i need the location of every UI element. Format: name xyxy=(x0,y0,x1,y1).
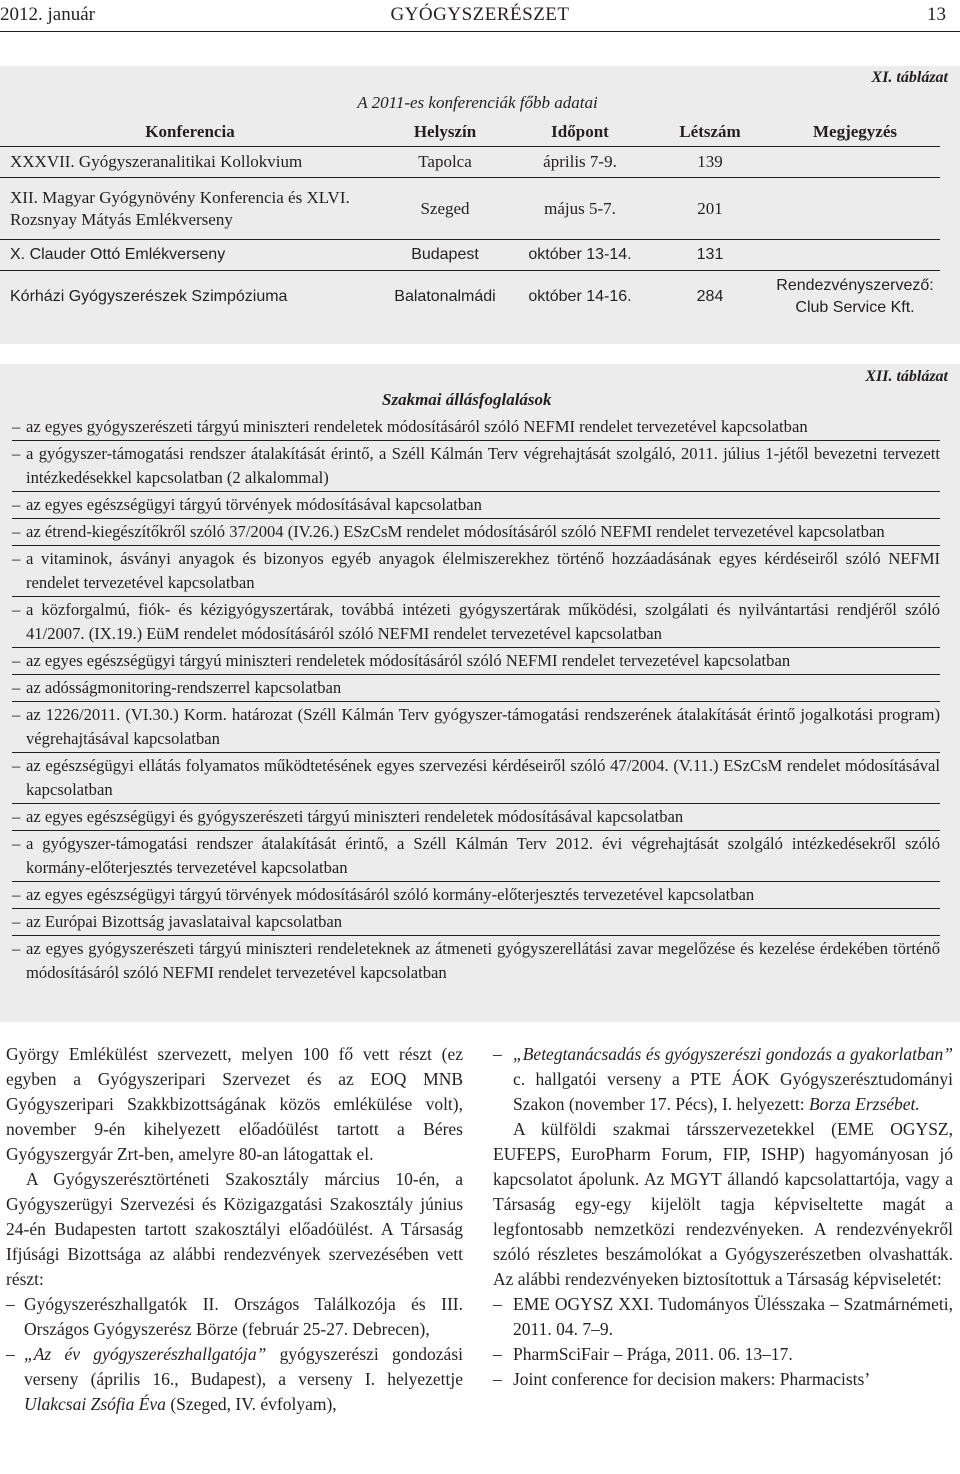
table-xi-tag: XI. táblázat xyxy=(871,69,948,86)
table-row xyxy=(0,147,940,178)
list-item: – EME OGYSZ XXI. Tudományos Ülésszaka – Szatmárnémeti, 2011. 04. 7–9. xyxy=(493,1294,953,1339)
cell-date: október 14-16. xyxy=(528,287,632,305)
body-column-right xyxy=(493,1042,953,1392)
cell-conference: XII. Magyar Gyógynövény Konferencia és XLVI. Rozsnyay Mátyás Emlékverseny xyxy=(10,187,350,229)
cell-conference: Kórházi Gyógyszerészek Szimpóziuma xyxy=(10,287,288,305)
paragraph: György Emlékülést szervezett, melyen 100 fő vett részt (ez egyben a Gyógyszeripari Szervezet és az EOQ MNB Gyógyszeripari Szakkbizottságának közös emlékülése volt), november 9-én kihelyezett előadóülést tartott a Béres Gyógyszergyár Zrt-ben, amelyre 80-an látogattak el. xyxy=(6,1044,463,1164)
conference-table xyxy=(0,118,940,323)
table-row xyxy=(0,240,940,271)
paragraph: A külföldi szakmai társszervezetekkel (EME OGYSZ, EUFEPS, EuroPharm Forum, FIP, ISHP) hagyományosan jó kapcsolatot ápolunk. Az MGYT állandó kapcsolattartója, vagy a Társaság egy-egy kijelölt tagja képviseltette magát a legfontosabb nemzetközi rendezvényeken. A rendezvényekről szóló részletes beszámolókat a Gyógyszerészetben olvashatták. Az alábbi rendezvényeken biztosítottuk a Társaság képviseletét: xyxy=(493,1119,953,1289)
cell-note xyxy=(770,240,940,271)
cell-place: Budapest xyxy=(411,246,479,263)
cell-place: Tapolca xyxy=(418,152,472,171)
col-header-place: Helyszín xyxy=(413,122,477,141)
col-header-count: Létszám xyxy=(679,122,741,141)
list-item: – Joint conference for decision makers: Pharmacists’ xyxy=(493,1369,871,1389)
table-xi-caption: A 2011-es konferenciák főbb adatai xyxy=(357,93,598,112)
list-item: – a gyógyszer-támogatási rendszer átalakítását érintő, a Széll Kálmán Terv végrehajtását szolgáló, 2011. július 1-jétől bevezetni tervezett intézkedésekkel kapcsolatban (2 alkalommal) xyxy=(12,441,940,492)
winner-name: Ulakcsai Zsófia Éva xyxy=(24,1394,166,1414)
cell-date: május 5-7. xyxy=(544,198,616,218)
paragraph: A Gyógyszerésztörténeti Szakosztály március 10-én, a Gyógyszerügyi Szervezési és Közigazgatási Szakosztály június 24-én Budapesten tartott szakosztályi előadóülést. A Társaság Ifjúsági Bizottsága az alábbi rendezvények szervezésében vett részt: xyxy=(6,1169,463,1289)
cell-count: 284 xyxy=(696,287,724,305)
body-column-left xyxy=(6,1042,463,1417)
events-list xyxy=(6,1292,463,1417)
col-header-note: Megjegyzés xyxy=(812,122,897,141)
cell-conference: X. Clauder Ottó Emlékverseny xyxy=(10,246,226,263)
cell-note xyxy=(770,178,940,240)
issue-date: 2012. január xyxy=(0,4,95,25)
cell-conference: XXXVII. Gyógyszeranalitikai Kollokvium xyxy=(10,152,303,171)
list-item: – az egyes egészségügyi és gyógyszerészeti tárgyú miniszteri rendeletek módosításával kapcsolatban xyxy=(12,804,940,831)
page-header xyxy=(0,0,960,32)
events-list xyxy=(493,1042,953,1117)
list-item: – az egyes gyógyszerészeti tárgyú miniszteri rendeleteknek az átmeneti gyógyszerellátási zavar megelőzése és kezelése érdekében történő módosításáról szóló NEFMI rendelet tervezetével kapcsolatban xyxy=(12,939,940,982)
competition-title: „Az év gyógyszerészhallgatója” xyxy=(24,1344,267,1364)
list-item: – az adósságmonitoring-rendszerrel kapcsolatban xyxy=(12,675,940,702)
list-item: – a vitaminok, ásványi anyagok és bizonyos egyéb anyagok élelmiszerekhez történő hozzáadásának egyes kérdéseiről szóló NEFMI rendelet tervezetével kapcsolatban xyxy=(12,546,940,597)
list-item: – az egyes gyógyszerészeti tárgyú miniszteri rendeletek módosításáról szóló NEFMI rendelet tervezetével kapcsolatban xyxy=(12,414,940,441)
list-item: – az egyes egészségügyi tárgyú törvények módosításával kapcsolatban xyxy=(12,492,940,519)
table-xi-box xyxy=(0,66,960,344)
list-item: – a gyógyszer-támogatási rendszer átalakítását érintő, a Széll Kálmán Terv 2012. évi végrehajtását szolgáló intézkedésekről szóló kormány-előterjesztés tervezetével kapcsolatban xyxy=(12,831,940,882)
international-events-list xyxy=(493,1292,953,1392)
table-xii-caption: Szakmai állásfoglalások xyxy=(382,390,552,409)
list-item: – „Az év gyógyszerészhallgatója” gyógyszerészi gondozási verseny (április 16., Budapest), a verseny I. helyezettje Ulakcsai Zsófia Éva (Szeged, IV. évfolyam), xyxy=(6,1344,463,1414)
table-xii-tag: XII. táblázat xyxy=(865,368,948,385)
cell-note: Rendezvényszervező: Club Service Kft. xyxy=(776,276,934,316)
cell-date: április 7-9. xyxy=(543,152,617,171)
list-item: – az Európai Bizottság javaslataival kapcsolatban xyxy=(12,909,940,936)
list-item: – az étrend-kiegészítőkről szóló 37/2004 (IV.26.) ESzCsM rendelet módosításáról szóló NEFMI rendelet tervezetével kapcsolatban xyxy=(12,519,940,546)
list-item: – az egészségügyi ellátás folyamatos működtetésének egyes szervezési kérdéseiről szóló 47/2004. (V.11.) ESzCsM rendelet módosításával kapcsolatban xyxy=(12,753,940,804)
table-row xyxy=(0,178,940,240)
table-header-row xyxy=(0,118,940,147)
list-item: – Gyógyszerészhallgatók II. Országos Találkozója és III. Országos Gyógyszerész Börze (február 25-27. Debrecen), xyxy=(6,1294,463,1339)
list-item: – PharmSciFair – Prága, 2011. 06. 13–17. xyxy=(493,1344,793,1364)
header-rule xyxy=(0,31,960,32)
list-item: – az egyes egészségügyi tárgyú törvények módosításáról szóló kormány-előterjesztés tervezetével kapcsolatban xyxy=(12,882,940,909)
competition-title: „Betegtanácsadás és gyógyszerészi gondozás a gyakorlatban” xyxy=(513,1044,953,1064)
cell-note xyxy=(770,147,940,178)
list-item: – a közforgalmú, fiók- és kézigyógyszertárak, továbbá intézeti gyógyszertárak működési, szolgálati és nyilvántartási rendjéről szóló 41/2007. (IX.19.) EüM rendelet módosításáról szóló NEFMI rendelet tervezetével kapcsolatban xyxy=(12,597,940,648)
cell-place: Szeged xyxy=(420,198,470,218)
journal-title: GYÓGYSZERÉSZET xyxy=(390,4,570,25)
list-item: – az egyes egészségügyi tárgyú miniszteri rendeletek módosításáról szóló NEFMI rendelet tervezetével kapcsolatban xyxy=(12,648,940,675)
cell-place: Balatonalmádi xyxy=(394,287,496,305)
winner-name: Borza Erzsébet. xyxy=(808,1094,920,1114)
col-header-conference: Konferencia xyxy=(145,122,235,141)
cell-count: 131 xyxy=(696,246,724,263)
col-header-date: Időpont xyxy=(551,122,609,141)
list-item: – „Betegtanácsadás és gyógyszerészi gondozás a gyakorlatban” c. hallgatói verseny a PTE ÁOK Gyógyszerésztudományi Szakon (november 17. Pécs), I. helyezett: Borza Erzsébet. xyxy=(493,1044,953,1114)
table-row xyxy=(0,271,940,323)
cell-count: 201 xyxy=(697,198,723,218)
table-xii-box xyxy=(0,364,960,1022)
cell-count: 139 xyxy=(697,152,723,171)
statements-list xyxy=(12,414,940,986)
cell-date: október 13-14. xyxy=(528,246,632,263)
list-item: – az 1226/2011. (VI.30.) Korm. határozat (Széll Kálmán Terv gyógyszer-támogatási rendszerének átalakítását érintő jogalkotási program) végrehajtásával kapcsolatban xyxy=(12,702,940,753)
page-number: 13 xyxy=(927,4,946,25)
